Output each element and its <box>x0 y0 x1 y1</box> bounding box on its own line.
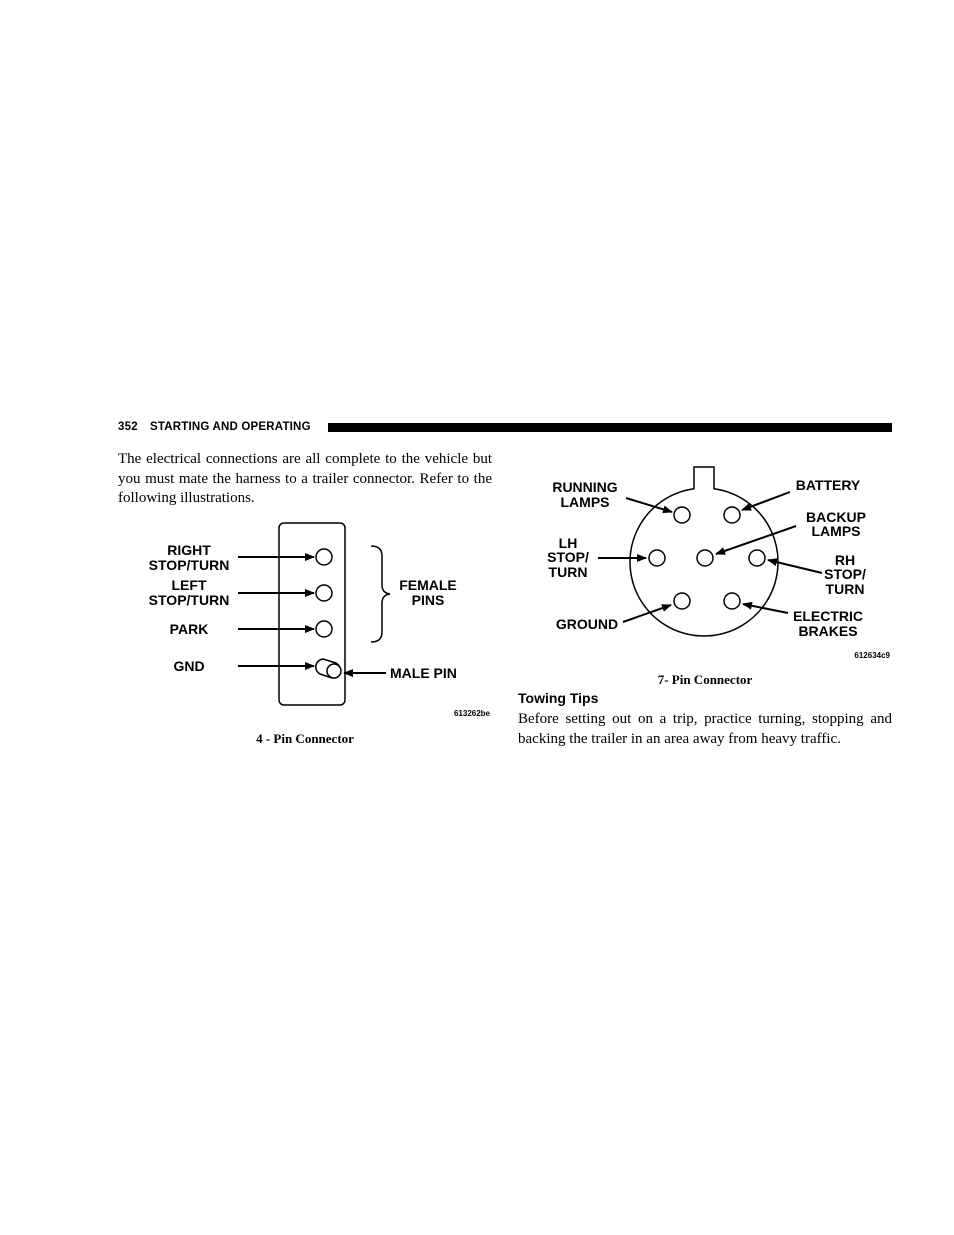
label-female-1: FEMALE <box>399 577 457 593</box>
figure-code: 612634c9 <box>854 651 890 660</box>
label-right-1: RIGHT <box>167 542 211 558</box>
pin-ground <box>674 593 690 609</box>
label-left-2: STOP/TURN <box>148 592 230 608</box>
pin-lh-stop-turn <box>649 550 665 566</box>
label-backup-2: LAMPS <box>811 523 861 539</box>
label-backup-1: BACKUP <box>806 509 866 525</box>
label-lh-2: STOP/ <box>547 549 589 565</box>
label-park: PARK <box>169 621 209 637</box>
female-brace <box>371 546 390 642</box>
arrow-battery <box>742 492 790 510</box>
towing-tips-heading: Towing Tips <box>518 690 599 706</box>
towing-tips-paragraph: Before setting out on a trip, practice turning, stopping and backing the trailer in an area away from heavy traffic. <box>518 711 892 747</box>
pin-electric-brakes <box>724 593 740 609</box>
label-right-2: STOP/TURN <box>148 557 230 573</box>
page-number: 352 <box>118 421 138 433</box>
label-male-pin: MALE PIN <box>390 665 457 681</box>
arrow-ground <box>623 605 671 622</box>
pin-battery <box>724 507 740 523</box>
arrow-rh <box>768 560 822 573</box>
pin-rh-stop-turn <box>749 550 765 566</box>
pin-left-stop-turn <box>316 585 332 601</box>
pin-backup-lamps <box>697 550 713 566</box>
label-electric-2: BRAKES <box>798 623 858 639</box>
pin-park <box>316 621 332 637</box>
seven-pin-connector-diagram <box>518 460 892 665</box>
label-running-2: LAMPS <box>560 494 610 510</box>
figure-code: 613262be <box>453 709 490 718</box>
intro-paragraph: The electrical connections are all complete to the vehicle but you must mate the harness to a trailer connector. Refer to the following illustrations. <box>118 451 492 506</box>
label-ground: GROUND <box>555 616 619 632</box>
label-running-1: RUNNING <box>552 479 618 495</box>
pin-running-lamps <box>674 507 690 523</box>
figure-caption-7-pin: 7- Pin Connector <box>657 672 753 687</box>
label-battery: BATTERY <box>795 477 861 493</box>
page-header <box>118 419 892 435</box>
label-rh-2: STOP/ <box>824 566 866 582</box>
label-left-1: LEFT <box>171 577 207 593</box>
label-rh-1: RH <box>834 552 856 568</box>
arrow-electric <box>743 604 788 613</box>
label-lh-3: TURN <box>548 564 588 580</box>
male-pin <box>316 659 341 678</box>
four-pin-connector-diagram <box>118 515 492 720</box>
label-gnd: GND <box>173 658 205 674</box>
label-female-2: PINS <box>411 592 445 608</box>
header-rule <box>328 423 892 432</box>
label-electric-1: ELECTRIC <box>793 608 863 624</box>
section-title: STARTING AND OPERATING <box>150 421 311 433</box>
label-lh-1: LH <box>558 535 578 551</box>
label-rh-3: TURN <box>825 581 865 597</box>
arrow-running <box>626 498 672 512</box>
pin-right-stop-turn <box>316 549 332 565</box>
figure-caption-4-pin: 4 - Pin Connector <box>256 731 354 746</box>
